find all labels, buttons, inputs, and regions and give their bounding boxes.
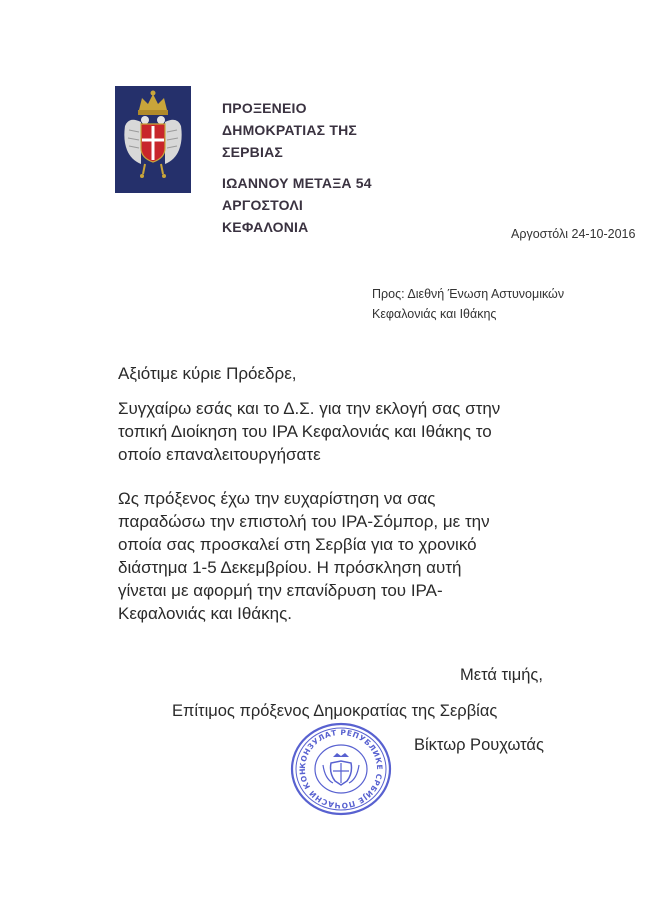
letterhead xyxy=(222,97,372,238)
closing-regards: Μετά τιμής, xyxy=(460,666,543,684)
signature-name: Βίκτωρ Ρουχωτάς xyxy=(414,736,544,754)
serbian-coat-of-arms-icon xyxy=(115,86,191,193)
paragraph-line: διάστημα 1-5 Δεκεμβρίου. Η πρόσκληση αυτή xyxy=(118,558,462,577)
consulate-name-line-3: ΣΕΡΒΙΑΣ xyxy=(222,144,283,160)
consulate-name-line-1: ΠΡΟΞΕΝΕΙΟ xyxy=(222,100,307,116)
paragraph-congratulations xyxy=(118,397,500,466)
recipient-block xyxy=(372,284,564,324)
address-city: ΑΡΓΟΣΤΟΛΙ xyxy=(222,197,303,213)
paragraph-invitation xyxy=(118,487,490,625)
salutation: Αξιότιμε κύριε Πρόεδρε, xyxy=(118,364,297,383)
recipient-line-1: Προς: Διεθνή Ένωση Αστυνομικών xyxy=(372,287,565,301)
paragraph-line: τοπική Διοίκηση του IPA Κεφαλονιάς και Ιθάκης το xyxy=(118,422,492,441)
letter-date: Αργοστόλι 24-10-2016 xyxy=(511,227,636,241)
paragraph-line: οποίο επαναλειτουργήσατε xyxy=(118,445,321,464)
paragraph-line: οποία σας προσκαλεί στη Σερβία για το χρονικό xyxy=(118,535,477,554)
paragraph-line: παραδώσω την επιστολή του IPA-Σόμπορ, με την xyxy=(118,512,490,531)
address-street: ΙΩΑΝΝΟΥ ΜΕΤΑΞΑ 54 xyxy=(222,175,372,191)
address-region: ΚΕΦΑΛΟΝΙΑ xyxy=(222,219,309,235)
paragraph-line: Συγχαίρω εσάς και το Δ.Σ. για την εκλογή σας στην xyxy=(118,399,501,418)
consul-title: Επίτιμος πρόξενος Δημοκρατίας της Σερβίας xyxy=(172,702,498,720)
paragraph-line: Κεφαλονιάς και Ιθάκης. xyxy=(118,604,292,623)
recipient-line-2: Κεφαλονιάς και Ιθάκης xyxy=(372,307,497,321)
paragraph-line: Ως πρόξενος έχω την ευχαρίστηση να σας xyxy=(118,489,436,508)
consulate-name-line-2: ΔΗΜΟΚΡΑΤΙΑΣ ΤΗΣ xyxy=(222,122,357,138)
consulate-seal-icon xyxy=(289,721,393,817)
paragraph-line: γίνεται με αφορμή την επανίδρυση του IPA- xyxy=(118,581,443,600)
seal-text: КОНЗУЛАТ РЕПУБЛИКЕ СРБИЈЕ ПОЧАСНИ КОН xyxy=(297,727,385,811)
